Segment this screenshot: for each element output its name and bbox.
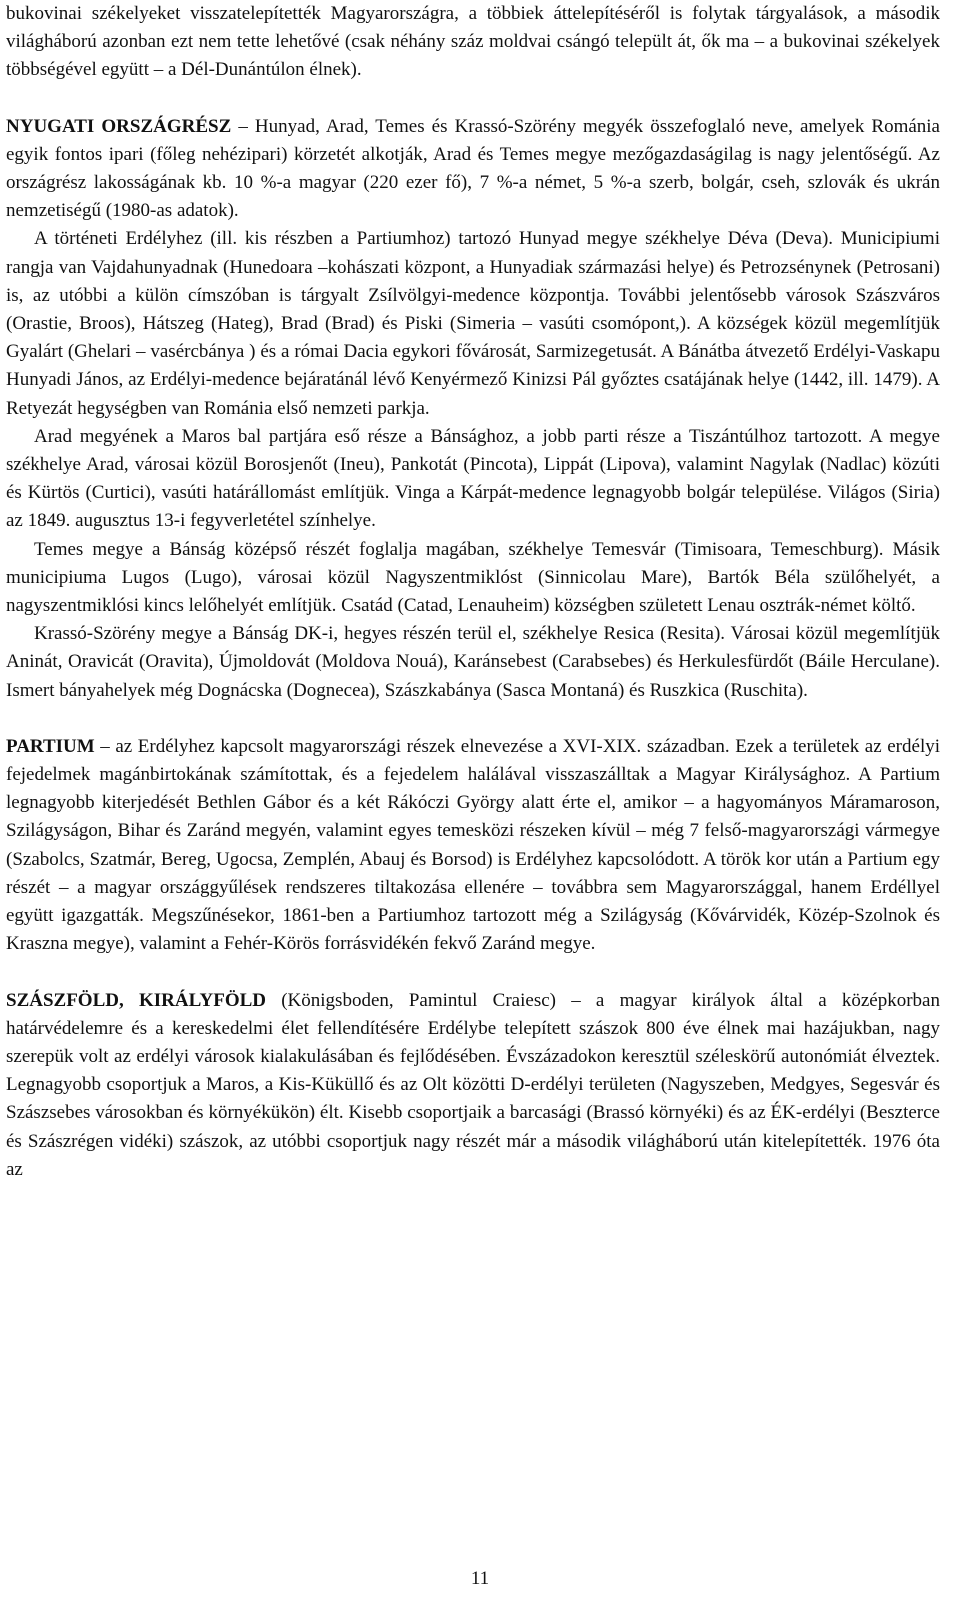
nyugati-paragraph-1 [6,113,940,226]
partium-paragraph [6,733,940,959]
nyugati-heading: NYUGATI ORSZÁGRÉSZ [6,115,232,137]
partium-text: – az Erdélyhez kapcsolt magyarországi részek elnevezése a XVI-XIX. században. Ezek a területek az erdélyi fejedelmek magánbirtokának számítottak, és a fejedelem halálával visszaszálltak a Magyar Királysághoz. A Partium legnagyobb kiterjedését Bethlen Gábor és a két Rákóczi György alatt érte el, amikor – a hagyományos Máramaroson, Szilágyságon, Bihar és Zaránd megyén, valamint egyes temesközi részeken kívül – még 7 felső-magyarországi vármegye (Szabolcs, Szatmár, Bereg, Ugocsa, Zemplén, Abauj és Borsod) is Erdélyhez kapcsolódott. A török kor után a Partium egy részét – a magyar országgyűlések rendszeres tiltakozása ellenére – továbbra sem Magyarországgal, hanem Erdéllyel együtt igazgatták. Megszűnésekor, 1861-ben a Partiumhoz tartozott még a Szilágyság (Kővárvidék, Közép-Szolnok és Kraszna megye), valamint a Fehér-Körös forrásvidékén fekvő Zaránd megye. [6,735,940,955]
nyugati-paragraph-2: A történeti Erdélyhez (ill. kis részben a Partiumhoz) tartozó Hunyad megye székhelye Déva (Deva). Municipiumi rangja van Vajdahunyadnak (Hunedoara –kohászati központ, a Hunyadiak származási helye) és Petrozsénynek (Petrosani) is, az utóbbi a külön címszóban is tárgyalt Zsílvölgyi-medence központja. További jelentősebb városok Szászváros (Orastie, Broos), Hátszeg (Hateg), Brad (Brad) és Piski (Simeria – vasúti csomópont,). A községek közül megemlítjük Gyalárt (Ghelari – vasércbánya ) és a római Dacia egykori fővárosát, Sarmizegetusát. A Bánátba átvezető Erdélyi-Vaskapu Hunyadi János, az Erdélyi-medence bejáratánál lévő Kenyérmező Kinizsi Pál győztes csatájának helye (1442, ill. 1479). A Retyezát hegységben van Románia első nemzeti parkja. [6,228,940,419]
section-gap [6,959,940,987]
szaszfold-text: (Königsboden, Pamintul Craiesc) – a magyar királyok által a középkorban határvédelemre és a kereskedelmi élet fellendítésére Erdélybe telepített szászok 800 éve élnek mai hazájukban, nagy szerepük volt az erdélyi városok kialakulásában és fejlődésében. Évszázadokon keresztül széleskörű autonómiát élveztek. Legnagyobb csoportjuk a Maros, a Kis-Küküllő és az Olt közötti D-erdélyi területen (Nagyszeben, Medgyes, Segesvár és Szászsebes városokban és környékükön) élt. Kisebb csoportjaik a barcasági (Brassó környéki) és az ÉK-erdélyi (Beszterce és Szászrégen vidéki) szászok, az utóbbi csoportjuk nagy részét már a második világháború után kitelepítették. 1976 óta az [6,989,940,1180]
nyugati-paragraph-5: Krassó-Szörény megye a Bánság DK-i, hegyes részén terül el, székhelye Resica (Resita). Városai közül megemlítjük Aninát, Oravicát (Oravita), Újmoldovát (Moldova Nouá), Karánsebest (Carabsebes) és Herkulesfürdőt (Báile Herculane). Ismert bányahelyek még Dognácska (Dognecea), Szászkabánya (Sasca Montaná) és Ruszkica (Ruschita). [6,623,940,701]
section-gap [6,705,940,733]
nyugati-text-1: – Hunyad, Arad, Temes és Krassó-Szörény megyék összefoglaló neve, amelyek Románia egyik fontos ipari (főleg nehézipari) körzetét alkotják, Arad és Temes megye mezőgazdaságilag is nagy jelentőségű. Az országrész lakosságának kb. 10 %-a magyar (220 ezer fő), 7 %-a német, 5 %-a szerb, bolgár, cseh, szlovák és ukrán nemzetiségű (1980-as adatok). [6,115,940,222]
intro-paragraph: bukovinai székelyeket visszatelepítették Magyarországra, a többiek áttelepítéséről is folytak tárgyalások, a második világháború azonban ezt nem tette lehetővé (csak néhány száz moldvai csángó települt át, ők ma – a bukovinai székelyek többségével együtt – a Dél-Dunántúlon élnek). [6,3,940,81]
szaszfold-heading: SZÁSZFÖLD, KIRÁLYFÖLD [6,989,266,1011]
nyugati-paragraph-3: Arad megyének a Maros bal partjára eső része a Bánsághoz, a jobb parti része a Tiszántúlhoz tartozott. A megye székhelye Arad, városai közül Borosjenőt (Ineu), Pankotát (Pincota), Lippát (Lipova), valamint Nagylak (Nadlac) közúti és Kürtös (Curtici), vasúti határállomást említjük. Vinga a Kárpát-medence legnagyobb bolgár települése. Világos (Siria) az 1849. augusztus 13-i fegyverletétel színhelye. [6,425,940,532]
page-number: 11 [470,1568,490,1589]
partium-heading: PARTIUM [6,735,95,757]
section-gap [6,85,940,113]
szaszfold-paragraph [6,987,940,1184]
nyugati-paragraph-4: Temes megye a Bánság középső részét foglalja magában, székhelye Temesvár (Timisoara, Temeschburg). Másik municipiuma Lugos (Lugo), városai közül Nagyszentmiklóst (Sinnicolau Mare), Bartók Béla szülőhelyét, a nagyszentmiklósi kincs lelőhelyét említjük. Csatád (Catad, Lenauheim) községben született Lenau osztrák-német költő. [6,538,940,617]
document-page [6,0,940,1184]
